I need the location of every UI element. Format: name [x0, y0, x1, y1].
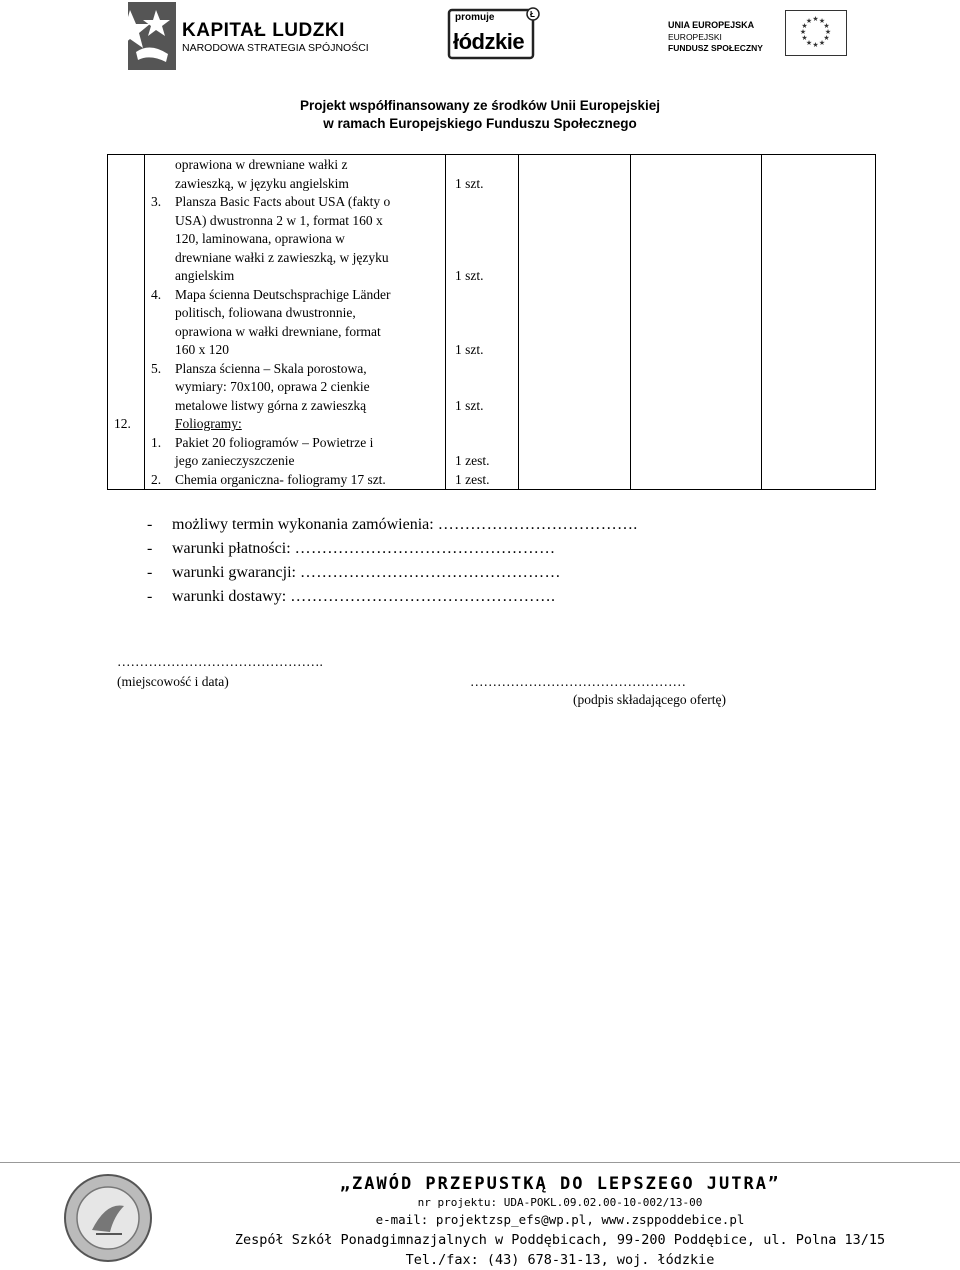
project-line-2: w ramach Europejskiego Funduszu Społecznego [323, 116, 637, 131]
svg-text:★: ★ [799, 28, 807, 36]
empty-column-6 [762, 155, 876, 490]
item-number: 1. [151, 434, 162, 450]
condition-dash: - [147, 516, 153, 533]
quantity-value: 1 zest. [455, 471, 490, 487]
description-text: angielskim [175, 268, 235, 283]
description-text: oprawiona w drewniane wałki z [175, 157, 348, 172]
kapital-ludzki-star-icon [116, 2, 178, 70]
description-line [145, 360, 445, 379]
footer-phone: Tel./fax: (43) 678-31-13, woj. łódzkie [405, 1252, 715, 1268]
svg-text:★: ★ [818, 17, 826, 25]
footer-slogan: „ZAWÓD PRZEPUSTKĄ DO LEPSZEGO JUTRA” [339, 1174, 781, 1194]
description-line [145, 212, 445, 231]
quantity-value [446, 193, 518, 212]
condition-dots: ………………………………. [437, 516, 638, 533]
place-date-label: (miejscowość i data) [117, 674, 229, 689]
condition-label: możliwy termin wykonania zamówienia: [172, 516, 434, 533]
description-line [145, 341, 445, 360]
quantity-value [446, 249, 518, 268]
footer-divider [0, 1162, 960, 1163]
svg-text:★: ★ [812, 41, 819, 49]
description-line [145, 175, 445, 194]
description-text: zawieszką, w języku angielskim [175, 175, 349, 191]
item-number: 4. [151, 286, 162, 302]
quantity-value [446, 286, 518, 305]
condition-label: warunki płatności: [172, 540, 291, 557]
description-text: Plansza Basic Facts about USA (fakty o [175, 194, 391, 209]
promuje-lodzkie-logo [447, 6, 543, 60]
item-number: 5. [151, 360, 162, 376]
description-text: Plansza ścienna – Skala porostowa, [175, 360, 367, 376]
project-line-1: Projekt współfinansowany ze środków Unii Europejskiej [299, 98, 661, 113]
quantity-value [446, 378, 518, 397]
description-text: 160 x 120 [175, 342, 229, 357]
svg-text:★: ★ [824, 28, 832, 36]
footer-project-number: nr projektu: UDA-POKL.09.02.00-10-002/13-00 [417, 1196, 703, 1209]
quantity-value [446, 323, 518, 342]
kapital-ludzki-title: KAPITAŁ LUDZKI [182, 20, 345, 41]
signature-dots: ………………………………………… [470, 674, 686, 689]
empty-column-4 [519, 155, 631, 490]
description-line [145, 415, 445, 434]
description-text: politisch, foliowana dwustronnie, [175, 305, 356, 320]
school-seal-icon [62, 1172, 154, 1264]
description-line [145, 471, 445, 490]
svg-text:★: ★ [823, 22, 830, 30]
items-table [107, 154, 876, 490]
condition-dash: - [147, 540, 153, 557]
svg-text:★: ★ [805, 17, 813, 25]
description-line [145, 286, 445, 305]
description-line [145, 378, 445, 397]
ue-line-2: EUROPEJSKI [668, 32, 722, 42]
description-text: metalowe listwy górna z zawieszką [175, 397, 367, 413]
description-line [145, 249, 445, 268]
svg-text:★: ★ [801, 34, 808, 42]
quantity-value [446, 360, 518, 379]
promuje-text: promuje [455, 12, 495, 23]
condition-line [147, 564, 561, 582]
description-line [145, 304, 445, 323]
condition-dots: …………………………………………. [290, 588, 556, 605]
quantity-value: 1 szt. [455, 397, 484, 413]
item-number: 2. [151, 471, 162, 487]
condition-dots: ………………………………………… [299, 564, 561, 581]
condition-line [147, 588, 555, 606]
condition-label: warunki gwarancji: [172, 564, 296, 581]
description-text: jego zanieczyszczenie [175, 453, 295, 468]
description-text: Foliogramy: [175, 416, 242, 431]
description-text: drewniane wałki z zawieszką, w języku [175, 249, 389, 265]
description-text: Pakiet 20 foliogramów – Powietrze i [175, 434, 374, 450]
description-text: Mapa ścienna Deutschsprachige Länder [175, 286, 391, 302]
condition-dots: ………………………………………… [294, 540, 556, 557]
description-line [145, 230, 445, 249]
description-line [145, 267, 445, 286]
lp-number: 12. [114, 416, 131, 431]
quantity-value [446, 212, 518, 231]
quantity-value [446, 230, 518, 249]
description-line [145, 452, 445, 471]
quantity-value: 1 szt. [455, 268, 484, 283]
kapital-ludzki-logo [112, 0, 369, 72]
description-text: wymiary: 70x100, oprawa 2 cienkie [175, 379, 370, 394]
quantity-value: 1 zest. [455, 453, 490, 468]
ue-line-1: UNIA EUROPEJSKA [668, 20, 755, 30]
condition-line [147, 516, 638, 534]
description-line [145, 323, 445, 342]
quantity-value: 1 szt. [455, 342, 484, 357]
svg-text:★: ★ [818, 39, 826, 47]
description-line [145, 193, 445, 212]
description-text: 120, laminowana, oprawiona w [175, 231, 345, 246]
quantity-value [446, 434, 518, 453]
quantity-value [446, 304, 518, 323]
quantity-value: 1 szt. [455, 175, 484, 191]
quantity-column [446, 155, 519, 490]
description-line [145, 397, 445, 416]
condition-label: warunki dostawy: [172, 588, 287, 605]
condition-dash: - [147, 588, 153, 605]
svg-text:Ł: Ł [530, 10, 535, 19]
lp-column [108, 155, 145, 490]
description-line [145, 434, 445, 453]
footer-school-address: Zespół Szkół Ponadgimnazjalnych w Poddębicach, 99-200 Poddębice, ul. Polna 13/15 [234, 1232, 886, 1248]
description-column [145, 155, 446, 490]
place-date-dots: ………………………………………. [117, 654, 323, 669]
eu-flag-icon [785, 10, 847, 56]
description-text: oprawiona w wałki drewniane, format [175, 323, 381, 339]
ue-line-3: FUNDUSZ SPOŁECZNY [668, 43, 763, 53]
empty-column-5 [631, 155, 762, 490]
description-text: USA) dwustronna 2 w 1, format 160 x [175, 212, 383, 228]
table-row [108, 155, 876, 490]
condition-line [147, 540, 555, 558]
kapital-ludzki-subtitle: NARODOWA STRATEGIA SPÓJNOŚCI [182, 42, 369, 54]
svg-text:★: ★ [801, 22, 808, 30]
quantity-value [446, 415, 518, 434]
lodzkie-text: łódzkie [453, 29, 525, 54]
description-line [145, 156, 445, 175]
condition-dash: - [147, 564, 153, 581]
footer-email: e-mail: projektzsp_efs@wp.pl, www.zsppoddebice.pl [375, 1212, 745, 1227]
item-number: 3. [151, 194, 162, 209]
quantity-value [446, 156, 518, 175]
svg-text:★: ★ [823, 34, 830, 42]
svg-text:★: ★ [805, 39, 813, 47]
svg-text:★: ★ [812, 15, 819, 23]
description-text: Chemia organiczna- foliogramy 17 szt. [175, 471, 386, 487]
signature-label: (podpis składającego ofertę) [573, 692, 726, 707]
